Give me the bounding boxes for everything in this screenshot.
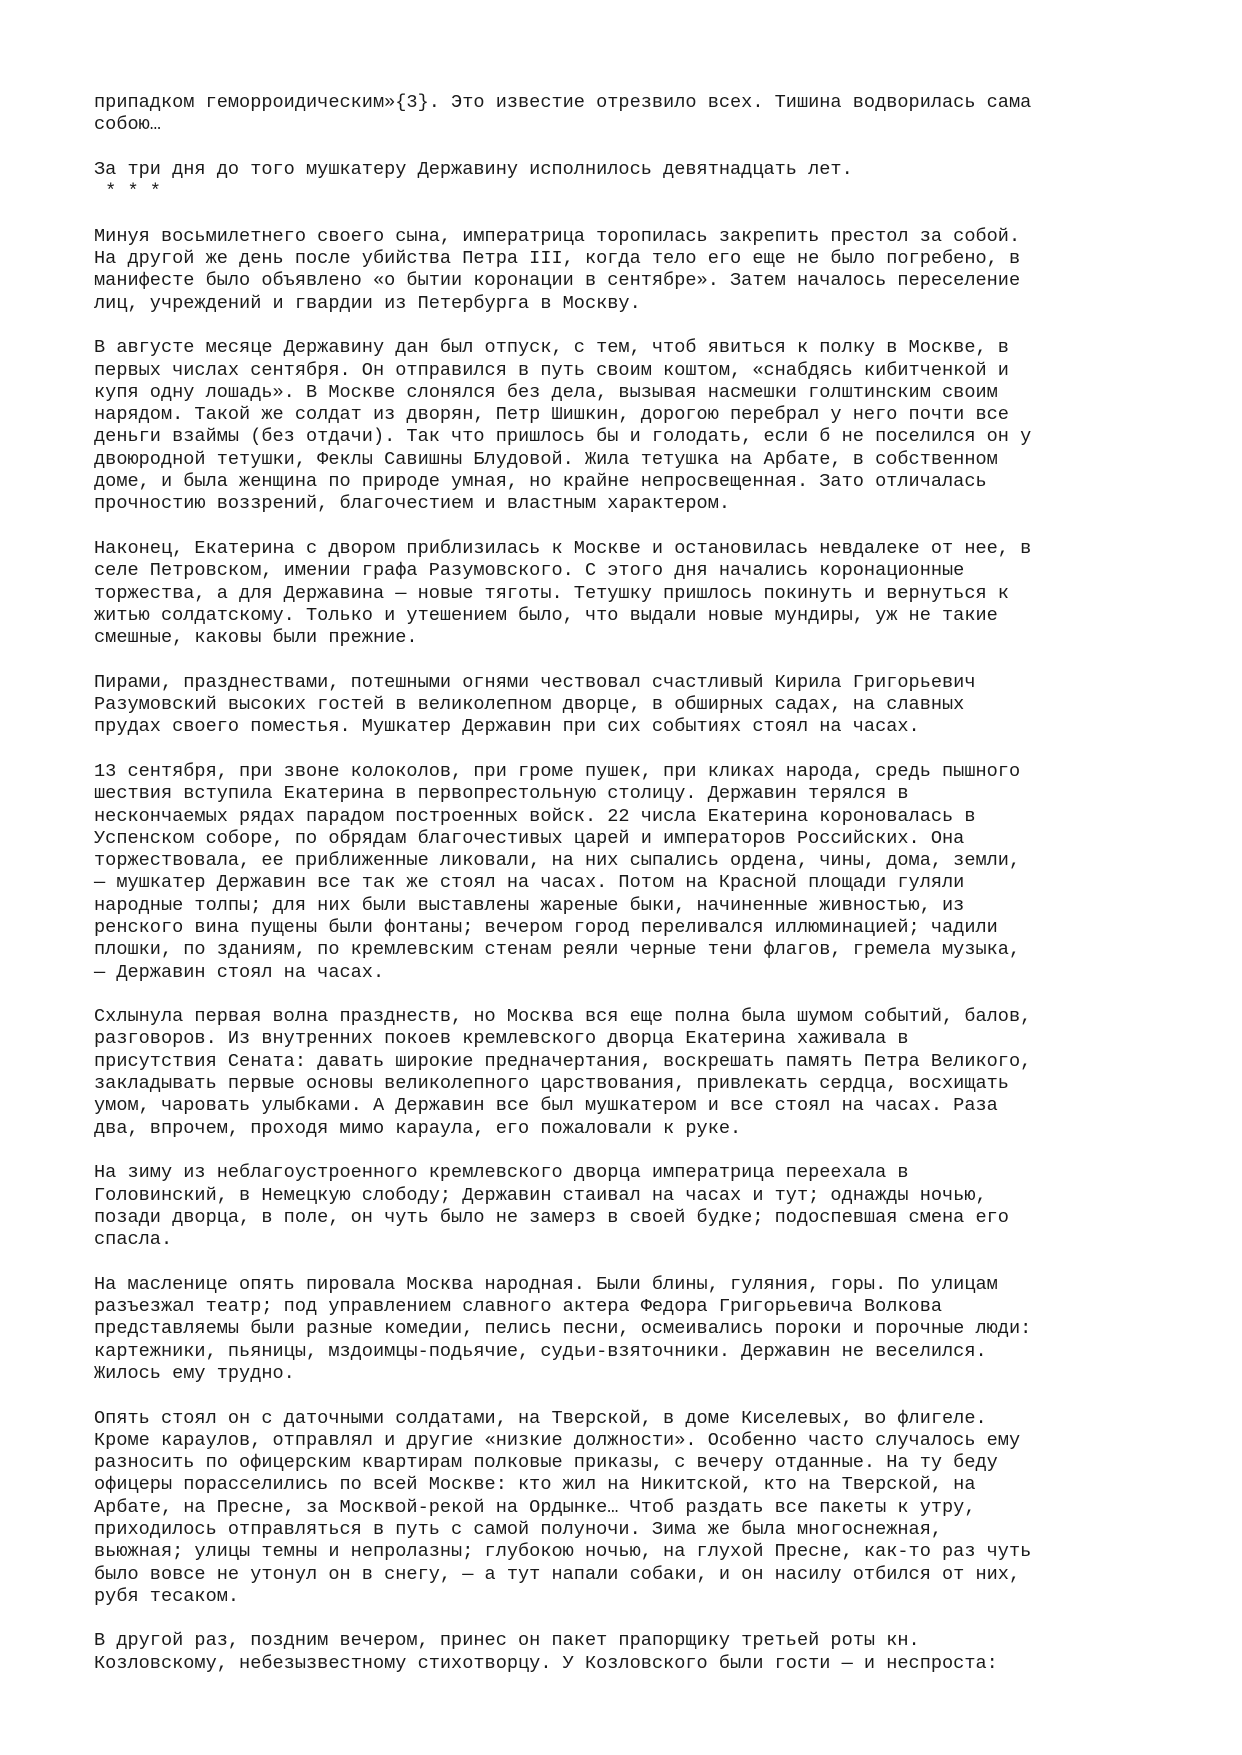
text-line: 13 сентября, при звоне колоколов, при громе пушек, при кликах народа, средь пышного [94, 760, 1021, 782]
text-line: представляемы были разные комедии, пелись песни, осмеивались пороки и порочные люди: [94, 1318, 1032, 1340]
text-line: Успенском соборе, по обрядам благочестивых царей и императоров Российских. Она [94, 827, 965, 849]
paragraph [94, 1162, 1154, 1251]
paragraph [94, 1408, 1154, 1609]
text-line: прудах своего поместья. Мушкатер Державин при сих событиях стоял на часах. [94, 716, 920, 738]
text-line: купя одну лошадь». В Москве слонялся без дела, вызывая насмешки голштинским своим [94, 381, 998, 403]
text-line: приходилось отправляться в путь с самой полуночи. Зима же была многоснежная, [94, 1519, 943, 1540]
text-line: Жилось ему трудно. [94, 1362, 295, 1384]
paragraph [94, 761, 1154, 984]
paragraph [94, 92, 1154, 137]
text-line: — мушкатер Державин все так же стоял на часах. Потом на Красной площади гуляли [94, 872, 965, 894]
text-line: На другой же день после убийства Петра III, когда тело его еще не было погребено, в [94, 248, 1021, 270]
text-line: Арбате, на Пресне, за Москвой-рекой на Ордынке… Чтоб раздать все пакеты к утру, [94, 1496, 976, 1518]
text-line: народные толпы; для них были выставлены жареные быки, начиненные живностью, из [94, 894, 965, 916]
text-line: Головинский, в Немецкую слободу; Державин стаивал на часах и тут; однажды ночью, [94, 1184, 987, 1206]
text-line: рубя тесаком. [94, 1585, 240, 1607]
paragraph [94, 1006, 1154, 1140]
text-line: смешные, каковы были прежние. [94, 627, 418, 649]
text-line: закладывать первые основы великолепного царствования, привлекать сердца, восхищать [94, 1073, 1009, 1095]
text-line: торжества, а для Державина — новые тяготы. Тетушку пришлось покинуть и вернуться к [94, 582, 1009, 604]
text-line: Минуя восьмилетнего своего сына, императрица торопилась закрепить престол за собой. [94, 225, 1021, 247]
paragraph [94, 1274, 1154, 1385]
text-line: ренского вина пущены были фонтаны; вечером город переливался иллюминацией; чадили [94, 916, 998, 938]
text-line: разговоров. Из внутренних покоев кремлевского дворца Екатерина хаживала в [94, 1028, 909, 1050]
text-line: деньги взаймы (без отдачи). Так что пришлось бы и голодать, если б не поселился он у [94, 426, 1032, 448]
text-line: лиц, учреждений и гвардии из Петербурга в Москву. [94, 292, 641, 314]
text-line: картежники, пьяницы, мздоимцы-подьячие, судьи-взяточники. Державин не веселился. [94, 1340, 987, 1362]
text-line: Наконец, Екатерина с двором приблизилась к Москве и остановилась невдалеке от нее, в [94, 537, 1032, 559]
text-line: торжествовала, ее приближенные ликовали, на них сыпались ордена, чины, дома, земли, [94, 850, 1021, 872]
text-line: Кроме караулов, отправлял и другие «низкие должности». Особенно часто случалось ему [94, 1429, 1021, 1451]
text-line: житью солдатскому. Только и утешением было, что выдали новые мундиры, уж не такие [94, 604, 998, 626]
text-line: Разумовский высоких гостей в великолепном дворце, в обширных садах, на славных [94, 694, 965, 716]
text-line: вьюжная; улицы темны и непролазны; глубокою ночью, на глухой Пресне, как-то раз чуть [94, 1541, 1032, 1563]
text-line: разносить по офицерским квартирам полковые приказы, с вечеру отданные. На ту беду [94, 1452, 998, 1474]
text-line: умом, чаровать улыбками. А Державин все был мушкатером и все стоял на часах. Раза [94, 1095, 998, 1117]
text-line: присутствия Сената: давать широкие предначертания, воскрешать память Петра Великого, [94, 1050, 1032, 1072]
text-line: прочностию воззрений, благочестием и властным характером. [94, 493, 731, 515]
text-line: два, впрочем, проходя мимо караула, его пожаловали к руке. [94, 1117, 742, 1139]
paragraph [94, 1630, 1154, 1675]
text-line: — Державин стоял на часах. [94, 961, 385, 983]
text-line: Козловскому, небезызвестному стихотворцу. У Козловского были гости — и неспроста: [94, 1652, 998, 1674]
paragraph [94, 181, 1154, 203]
text-line: Пирами, празднествами, потешными огнями чествовал счастливый Кирила Григорьевич [94, 671, 976, 693]
paragraph [94, 538, 1154, 649]
text-line: доме, и была женщина по природе умная, но крайне непросвещенная. Зато отличалась [94, 471, 987, 493]
paragraph [94, 672, 1154, 739]
text-line: первых числах сентября. Он отправился в путь своим коштом, «снабдясь кибитченкой и [94, 359, 1009, 381]
text-line: Опять стоял он с даточными солдатами, на Тверской, в доме Киселевых, во флигеле. [94, 1407, 987, 1429]
text-line: собою… [94, 114, 161, 136]
paragraph [94, 159, 1154, 181]
text-line: офицеры порасселились по всей Москве: кто жил на Никитской, кто на Тверской, на [94, 1474, 976, 1496]
text-line: На зиму из неблагоустроенного кремлевского дворца императрица переехала в [94, 1162, 909, 1184]
text-line: селе Петровском, имении графа Разумовского. С этого дня начались коронационные [94, 560, 965, 582]
text-line: За три дня до того мушкатеру Державину исполнилось девятнадцать лет. [94, 158, 853, 180]
document-page [94, 92, 1154, 1675]
text-line: было вовсе не утонул он в снегу, — а тут напали собаки, и он насилу отбился от них, [94, 1563, 1021, 1585]
paragraph [94, 337, 1154, 515]
text-line: плошки, по зданиям, по кремлевским стенам реяли черные тени флагов, гремела музыка, [94, 939, 1021, 961]
text-line: В августе месяце Державину дан был отпуск, с тем, чтоб явиться к полку в Москве, в [94, 337, 1009, 359]
text-line: * * * [94, 181, 161, 203]
text-line: нарядом. Такой же солдат из дворян, Петр Шишкин, дорогою перебрал у него почти все [94, 404, 1009, 426]
text-line: позади дворца, в поле, он чуть было не замерз в своей будке; подоспевшая смена его [94, 1206, 1009, 1228]
text-line: Схлынула первая волна празднеств, но Москва вся еще полна была шумом событий, балов, [94, 1006, 1032, 1028]
text-line: нескончаемых рядах парадом построенных войск. 22 числа Екатерина короновалась в [94, 805, 976, 827]
text-line: двоюродной тетушки, Феклы Савишны Блудовой. Жила тетушка на Арбате, в собственном [94, 448, 998, 470]
text-line: манифесте было объявлено «о бытии коронации в сентябре». Затем началось переселение [94, 270, 1021, 292]
text-line: припадком геморроидическим»{3}. Это известие отрезвило всех. Тишина водворилась сама [94, 92, 1032, 113]
text-line: разъезжал театр; под управлением славного актера Федора Григорьевича Волкова [94, 1296, 943, 1318]
text-line: спасла. [94, 1229, 173, 1251]
text-line: шествия вступила Екатерина в первопрестольную столицу. Державин терялся в [94, 783, 909, 805]
text-line: В другой раз, поздним вечером, принес он пакет прапорщику третьей роты кн. [94, 1630, 920, 1652]
text-line: На масленице опять пировала Москва народная. Были блины, гуляния, горы. По улицам [94, 1273, 998, 1295]
paragraph [94, 226, 1154, 315]
